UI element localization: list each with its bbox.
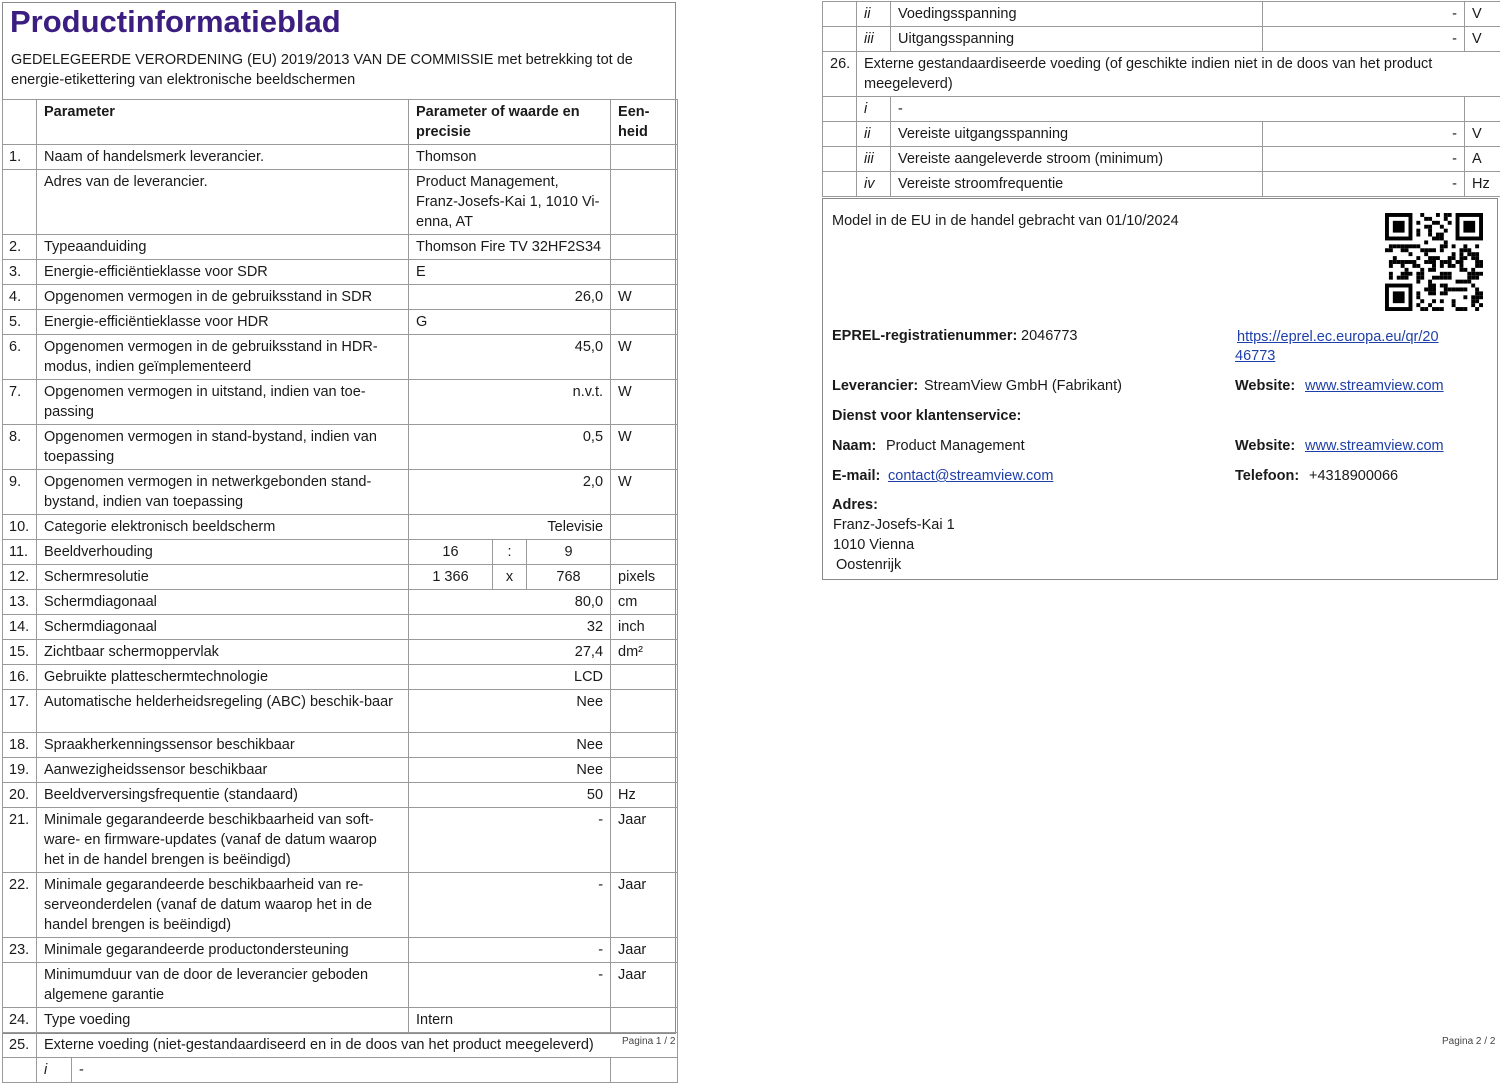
row-number: 12. xyxy=(3,565,37,590)
row-unit: Hz xyxy=(611,783,678,808)
row-value: 27,4 xyxy=(409,640,611,665)
row-parameter: Opgenomen vermogen in uitstand, indien van toe-passing xyxy=(37,380,409,425)
row-parameter: Schermresolutie xyxy=(37,565,409,590)
name-label: Naam: xyxy=(832,436,876,456)
row-number: 20. xyxy=(3,783,37,808)
row-parameter: Minimale gegarandeerde beschikbaarheid van re-serveonderdelen (vanaf de datum waarop het in de handel brengen is beëindigd) xyxy=(37,873,409,938)
row-value: Nee xyxy=(409,758,611,783)
qr-code-icon xyxy=(1385,213,1483,311)
row-unit: cm xyxy=(611,590,678,615)
row-number xyxy=(823,122,857,147)
row-unit xyxy=(611,170,678,235)
header-unit: Een-heid xyxy=(611,100,678,145)
eprel-number: 2046773 xyxy=(1021,326,1077,346)
row-parameter: Beeldverhouding xyxy=(37,540,409,565)
row-unit: Jaar xyxy=(611,938,678,963)
row-number: 26. xyxy=(823,52,857,97)
row-unit xyxy=(611,310,678,335)
row-unit xyxy=(611,235,678,260)
row-number: 10. xyxy=(3,515,37,540)
row-unit: V xyxy=(1465,122,1500,147)
subtitle-line-1: GEDELEGEERDE VERORDENING (EU) 2019/2013 VAN DE COMMISSIE met betrekking tot de xyxy=(11,50,661,70)
row-unit xyxy=(611,733,678,758)
row-value-separator: x xyxy=(493,565,527,590)
row-parameter: Minimale gegarandeerde beschikbaarheid van soft-ware- en firmware-updates (vanaf de datum waarop het in de handel brengen is beëindigd) xyxy=(37,808,409,873)
page-number-1: Pagina 1 / 2 xyxy=(622,1036,675,1047)
row-value: Intern xyxy=(409,1008,611,1033)
row-value: - xyxy=(409,808,611,873)
row-number: 6. xyxy=(3,335,37,380)
table-row xyxy=(3,565,678,590)
row-parameter: Automatische helderheidsregeling (ABC) beschik-baar xyxy=(37,690,409,733)
row-value-b: 9 xyxy=(527,540,611,565)
row-number: 25. xyxy=(3,1033,37,1058)
table-row xyxy=(3,963,678,1008)
row-parameter: Adres van de leverancier. xyxy=(37,170,409,235)
row-parameter: Categorie elektronisch beeldscherm xyxy=(37,515,409,540)
table-row xyxy=(3,235,678,260)
table-subrow xyxy=(823,97,1500,122)
eprel-link[interactable]: https://eprel.ec.europa.eu/qr/20 xyxy=(1237,327,1439,347)
row-parameter: Naam of handelsmerk leverancier. xyxy=(37,145,409,170)
row-value: Thomson Fire TV 32HF2S34 xyxy=(409,235,611,260)
row-value: 80,0 xyxy=(409,590,611,615)
row-parameter: Vereiste stroomfrequentie xyxy=(891,172,1263,197)
row-unit xyxy=(611,758,678,783)
row-number: 13. xyxy=(3,590,37,615)
row-unit: W xyxy=(611,470,678,515)
header-num-cell xyxy=(3,100,37,145)
row-value: 45,0 xyxy=(409,335,611,380)
row-unit xyxy=(611,260,678,285)
supplier-value: StreamView GmbH (Fabrikant) xyxy=(924,376,1122,396)
table-row xyxy=(3,540,678,565)
table-row xyxy=(3,380,678,425)
address-label: Adres: xyxy=(832,495,878,515)
row-number: 23. xyxy=(3,938,37,963)
row-value: - xyxy=(1263,2,1465,27)
row-value-a: 16 xyxy=(409,540,493,565)
email-link[interactable]: contact@streamview.com xyxy=(888,466,1053,486)
table-subrow xyxy=(823,147,1500,172)
subrow-value: - xyxy=(72,1058,611,1082)
row-unit xyxy=(611,690,678,733)
row-unit: W xyxy=(611,285,678,310)
row-parameter: Energie-efficiëntieklasse voor SDR xyxy=(37,260,409,285)
row-number xyxy=(3,963,37,1008)
row-value: Televisie xyxy=(409,515,611,540)
address-line-1: Franz-Josefs-Kai 1 xyxy=(833,515,955,535)
row-parameter: Opgenomen vermogen in stand-bystand, indien van toepassing xyxy=(37,425,409,470)
row-value: n.v.t. xyxy=(409,380,611,425)
row-value-a: 1 366 xyxy=(409,565,493,590)
page-title: Productinformatieblad xyxy=(10,4,341,40)
row-value: - xyxy=(409,938,611,963)
row-parameter: Externe gestandaardiseerde voeding (of geschikte indien niet in de doos van het product meegeleverd) xyxy=(857,52,1500,97)
phone-value: +4318900066 xyxy=(1309,466,1398,486)
table-row xyxy=(3,285,678,310)
row-number: 11. xyxy=(3,540,37,565)
row-value: - xyxy=(1263,27,1465,52)
address-line-2: 1010 Vienna xyxy=(833,535,914,555)
eprel-label: EPREL-registratienummer: xyxy=(832,326,1017,346)
row-unit: W xyxy=(611,425,678,470)
row-unit: A xyxy=(1465,147,1500,172)
table-row xyxy=(3,615,678,640)
row-number xyxy=(823,172,857,197)
table-row xyxy=(3,145,678,170)
table-row xyxy=(3,425,678,470)
table-row xyxy=(3,1008,678,1033)
row-unit: Jaar xyxy=(611,808,678,873)
row-number xyxy=(823,27,857,52)
row-number: 2. xyxy=(3,235,37,260)
row-value: Nee xyxy=(409,690,611,733)
row-number: 9. xyxy=(3,470,37,515)
row-number: 1. xyxy=(3,145,37,170)
row-parameter: Vereiste aangeleverde stroom (minimum) xyxy=(891,147,1263,172)
row-value: 32 xyxy=(409,615,611,640)
subrow-index: iii xyxy=(857,27,891,52)
row-number xyxy=(823,97,857,122)
row-parameter: Spraakherkenningssensor beschikbaar xyxy=(37,733,409,758)
row-number xyxy=(823,147,857,172)
row-number: 24. xyxy=(3,1008,37,1033)
row-parameter: Opgenomen vermogen in de gebruiksstand in HDR-modus, indien geïmplementeerd xyxy=(37,335,409,380)
row-value: Thomson xyxy=(409,145,611,170)
row-unit: W xyxy=(611,380,678,425)
market-date-text: Model in de EU in de handel gebracht van 01/10/2024 xyxy=(832,211,1179,231)
row-unit: V xyxy=(1465,27,1500,52)
row-parameter: Gebruikte platteschermtechnologie xyxy=(37,665,409,690)
row-number xyxy=(3,1058,37,1083)
table-row xyxy=(3,938,678,963)
row-unit: Hz xyxy=(1465,172,1500,197)
table-row xyxy=(823,52,1500,97)
row-value: LCD xyxy=(409,665,611,690)
row-unit xyxy=(611,540,678,565)
row-parameter: Energie-efficiëntieklasse voor HDR xyxy=(37,310,409,335)
subrow-value: - xyxy=(891,97,1465,122)
address-line-3: Oostenrijk xyxy=(836,555,901,575)
table-subrow xyxy=(823,122,1500,147)
row-parameter: Externe voeding (niet-gestandaardiseerd en in de doos van het product meegeleverd) xyxy=(37,1033,678,1058)
regulation-subtitle xyxy=(11,50,661,90)
row-number: 15. xyxy=(3,640,37,665)
eprel-link-continued[interactable]: 46773 xyxy=(1235,346,1275,366)
table-subrow xyxy=(823,2,1500,27)
row-number xyxy=(3,170,37,235)
row-value-b: 768 xyxy=(527,565,611,590)
row-unit: Jaar xyxy=(611,873,678,938)
row-parameter: Minimale gegarandeerde productondersteuning xyxy=(37,938,409,963)
subrow-content xyxy=(37,1058,611,1083)
row-number: 4. xyxy=(3,285,37,310)
table-row xyxy=(3,260,678,285)
row-parameter: Beeldverversingsfrequentie (standaard) xyxy=(37,783,409,808)
row-unit xyxy=(611,1058,678,1083)
row-number: 18. xyxy=(3,733,37,758)
row-parameter: Aanwezigheidssensor beschikbaar xyxy=(37,758,409,783)
subtitle-line-2: energie-etikettering van elektronische beeldschermen xyxy=(11,70,661,90)
row-unit: inch xyxy=(611,615,678,640)
row-value: 2,0 xyxy=(409,470,611,515)
subrow-index: i xyxy=(37,1058,72,1082)
model-info-box xyxy=(822,198,1498,580)
table-subrow xyxy=(823,27,1500,52)
subrow-index: iii xyxy=(857,147,891,172)
table-subrow xyxy=(3,1058,678,1083)
row-value: Nee xyxy=(409,733,611,758)
row-parameter: Uitgangsspanning xyxy=(891,27,1263,52)
table-row xyxy=(3,515,678,540)
table-row xyxy=(3,758,678,783)
row-value: E xyxy=(409,260,611,285)
phone-label: Telefoon: xyxy=(1235,466,1299,486)
row-parameter: Voedingsspanning xyxy=(891,2,1263,27)
row-number: 7. xyxy=(3,380,37,425)
row-number: 17. xyxy=(3,690,37,733)
name-value: Product Management xyxy=(886,436,1025,456)
row-parameter: Minimumduur van de door de leverancier geboden algemene garantie xyxy=(37,963,409,1008)
row-number: 16. xyxy=(3,665,37,690)
row-unit: pixels xyxy=(611,565,678,590)
table-subrow xyxy=(823,172,1500,197)
row-value: - xyxy=(409,963,611,1008)
power-supply-table xyxy=(822,1,1500,197)
table-row xyxy=(3,470,678,515)
row-parameter: Zichtbaar schermoppervlak xyxy=(37,640,409,665)
row-unit xyxy=(611,1008,678,1033)
table-row xyxy=(3,310,678,335)
row-value: - xyxy=(1263,172,1465,197)
row-value: G xyxy=(409,310,611,335)
row-parameter: Opgenomen vermogen in de gebruiksstand in SDR xyxy=(37,285,409,310)
header-value: Parameter of waarde en precisie xyxy=(409,100,611,145)
row-number: 14. xyxy=(3,615,37,640)
row-value: - xyxy=(409,873,611,938)
row-value: 0,5 xyxy=(409,425,611,470)
parameter-table xyxy=(2,99,678,1083)
row-number: 19. xyxy=(3,758,37,783)
website-label-2: Website: xyxy=(1235,436,1295,456)
row-number: 21. xyxy=(3,808,37,873)
row-unit: Jaar xyxy=(611,963,678,1008)
row-value-separator: : xyxy=(493,540,527,565)
row-unit: W xyxy=(611,335,678,380)
table-row xyxy=(3,665,678,690)
subrow-index: ii xyxy=(857,2,891,27)
website-label: Website: xyxy=(1235,376,1295,396)
table-row xyxy=(3,808,678,873)
row-number: 8. xyxy=(3,425,37,470)
row-value: 26,0 xyxy=(409,285,611,310)
row-parameter: Opgenomen vermogen in netwerkgebonden stand-bystand, indien van toepassing xyxy=(37,470,409,515)
row-unit: dm² xyxy=(611,640,678,665)
row-unit xyxy=(611,515,678,540)
table-row xyxy=(3,1033,678,1058)
supplier-label: Leverancier: xyxy=(832,376,918,396)
row-parameter: Schermdiagonaal xyxy=(37,590,409,615)
subrow-index: i xyxy=(857,97,891,122)
customer-service-label: Dienst voor klantenservice: xyxy=(832,406,1021,426)
row-value: - xyxy=(1263,122,1465,147)
subrow-inner xyxy=(37,1058,610,1082)
row-parameter: Typeaanduiding xyxy=(37,235,409,260)
row-parameter: Schermdiagonaal xyxy=(37,615,409,640)
row-unit xyxy=(611,145,678,170)
row-number: 22. xyxy=(3,873,37,938)
website-link[interactable]: www.streamview.com xyxy=(1305,376,1444,396)
header-parameter: Parameter xyxy=(37,100,409,145)
row-value: Product Management, Franz-Josefs-Kai 1, 1010 Vi-enna, AT xyxy=(409,170,611,235)
row-parameter: Type voeding xyxy=(37,1008,409,1033)
table-row xyxy=(3,733,678,758)
table-row xyxy=(3,335,678,380)
table-row xyxy=(3,170,678,235)
table-row xyxy=(3,640,678,665)
row-parameter: Vereiste uitgangsspanning xyxy=(891,122,1263,147)
row-unit xyxy=(611,665,678,690)
row-value: - xyxy=(1263,147,1465,172)
table-row xyxy=(3,783,678,808)
table-row xyxy=(3,873,678,938)
row-value: 50 xyxy=(409,783,611,808)
subrow-index: ii xyxy=(857,122,891,147)
website-link-2[interactable]: www.streamview.com xyxy=(1305,436,1444,456)
subrow-index: iv xyxy=(857,172,891,197)
row-unit xyxy=(1465,97,1500,122)
table-row xyxy=(3,590,678,615)
page-number-2: Pagina 2 / 2 xyxy=(1442,1036,1495,1047)
row-number: 5. xyxy=(3,310,37,335)
row-number: 3. xyxy=(3,260,37,285)
row-number xyxy=(823,2,857,27)
table-header-row xyxy=(3,100,678,145)
table-row xyxy=(3,690,678,733)
row-unit: V xyxy=(1465,2,1500,27)
email-label: E-mail: xyxy=(832,466,880,486)
